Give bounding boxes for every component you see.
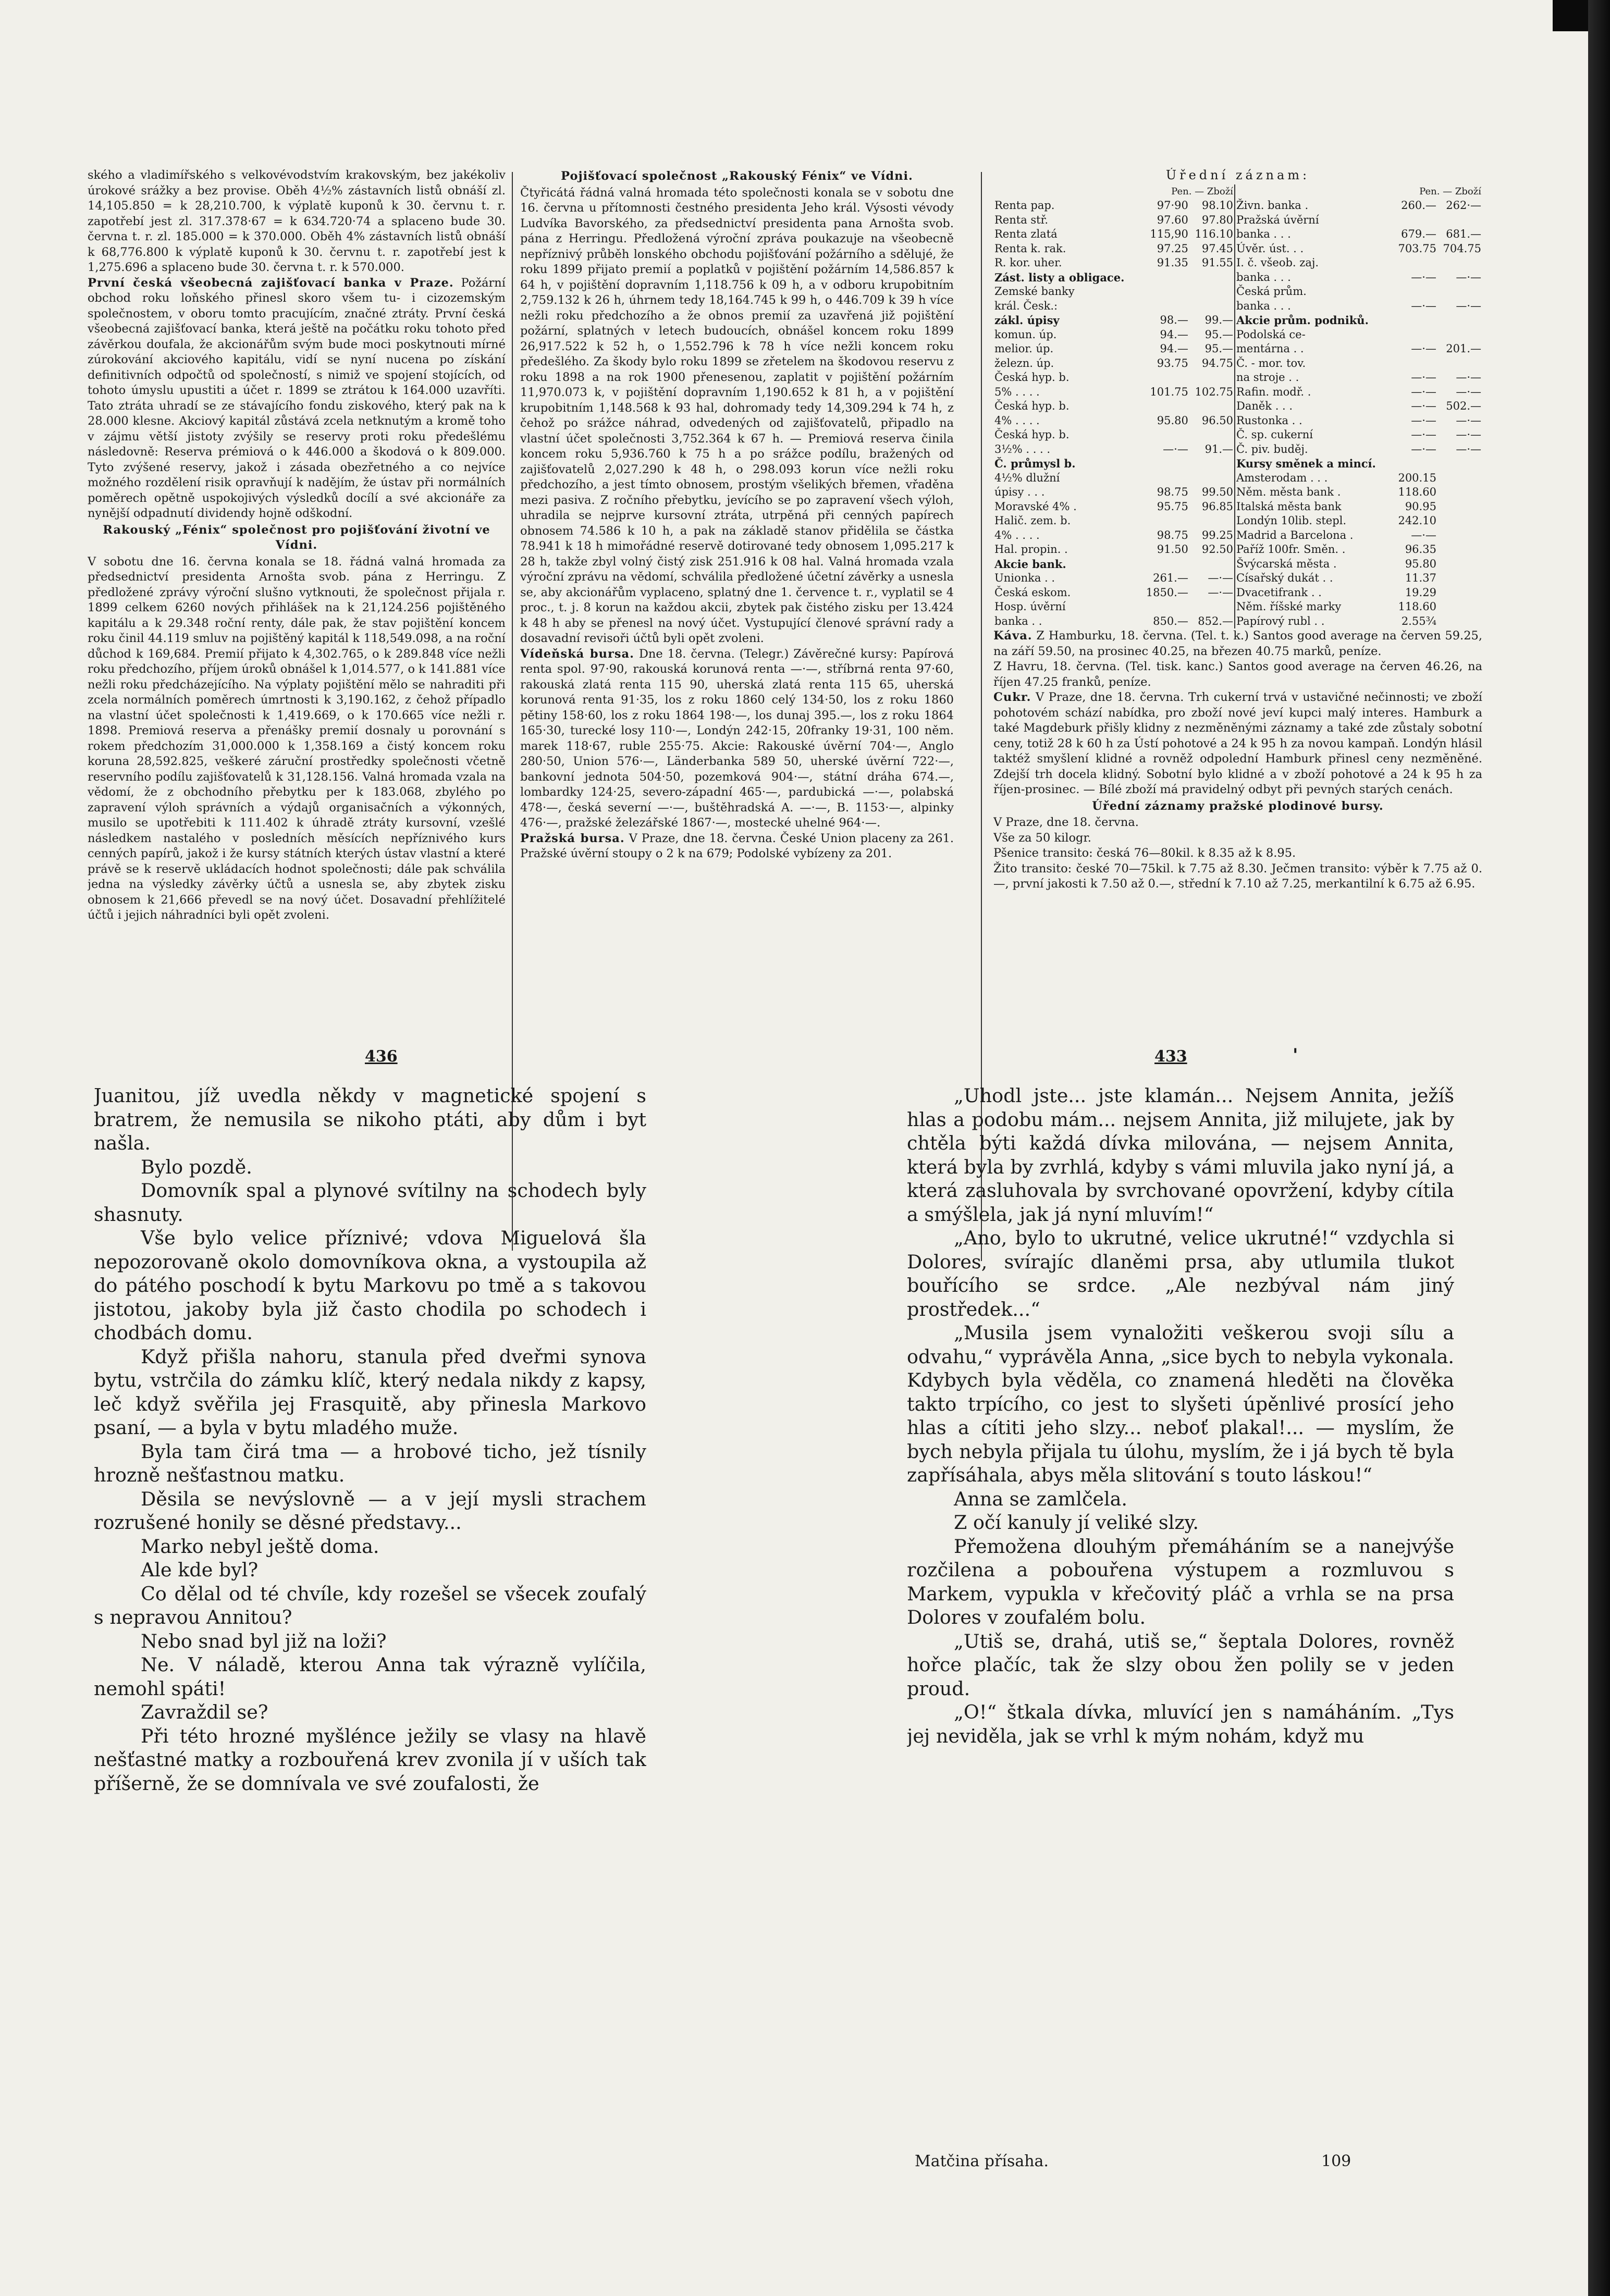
table-cell: 95.75 [1157,500,1188,513]
table-cell: —·— [1411,270,1436,283]
table-cell: melior. úp. [994,342,1054,355]
table-cell: úpisy . . . [994,486,1045,498]
book-paragraph: Zavraždil se? [141,1701,268,1723]
table-cell [1140,600,1189,614]
table-cell: Halič. zem. b. [994,514,1071,527]
table-cell: Renta k. rak. [994,242,1066,255]
article-inline-heading: První česká všeobecná zajišťovací banka v Praze. [88,276,454,290]
table-cell: banka . . . [1236,270,1291,283]
table-cell: 102.75 [1189,385,1235,400]
table-cell: —·— [1456,270,1481,283]
table-cell: Č. průmysl b. [994,457,1076,470]
article-text: V Praze, dne 18. června. [993,816,1139,829]
table-cell: 502.— [1446,400,1481,412]
table-cell: —·— [1189,571,1235,586]
table-cell: Londýn 10lib. stерl. [1236,514,1347,527]
table-cell [1393,456,1437,471]
table-cell: 3½% . . . . [994,442,1051,455]
article-text: Požární obchod roku loňského přinesl skoro všem tu- i cizozemským společnostem, v oboru tomto pracujícím, značné ztráty. První česká všeobecná zajišťovací banka, která ještě na počátku roku tohoto před závěrkou doufala, že akcionářům svým bude moci poskytnouti mírné zúrokování akciového kapitálu, vidí se nyní nucena po získání definitivních odpočtů od společností, s nimiž ve spojení stojících, od tohoto úmyslu upustiti a účet r. 1899 se ztrátou k 164.000 uzavříti. Tato ztráta uhradí se ze stávajícího fondu ziskového, který pak na k 28.000 klesne. Akciový kapitál zůstává zcela netknutým a kromě toho v zájmu větší jistoty zvýšily se reservy proti roku předešlému následovně: Reserva prémiová o k 446.000 a škodová o k 809.000. Tyto zvýšené reservy, jakož i zásada obezřetného a co nejvíce možného rozdělení risik opravňují k nadějím, že ústav při normálních poměrech opětně uspokojivých výsledků docílí a své akcionáře za nynější odpadnutí dividendy hojně odškodní. [88,276,506,520]
table-cell: 99.— [1189,313,1235,328]
book-paragraph: Anna se zamlčela. [954,1487,1128,1510]
table-cell [1189,600,1235,614]
table-cell: 19.29 [1405,586,1436,599]
table-row [993,213,1482,228]
article-paragraph [88,554,506,923]
table-cell: 118.60 [1398,600,1436,613]
table-cell: Švýcarská města . [1236,557,1337,570]
article-heading: Úřední záznamy pražské plodinové bursy. [1092,799,1384,813]
table-cell: 101.75 [1150,385,1188,398]
table-cell: Č. - mor. tov. [1236,356,1306,369]
table-row [993,285,1482,299]
table-cell: 92.50 [1189,542,1235,557]
footer-page-number: 109 [1321,2152,1351,2170]
table-cell: 99.25 [1189,528,1235,543]
table-row [993,471,1482,486]
table-cell: 98.10 [1189,199,1235,213]
table-cell: 262·— [1446,199,1481,212]
book-paragraph: „Utiš se, drahá, utiš se,“ šeptala Dolores, rovněž hořce plačíc, tak že slzy obou žen polily se v jeden proud. [907,1630,1454,1700]
table-cell: Akcie bank. [994,557,1066,571]
table-cell: —·— [1456,299,1481,312]
article-paragraph [993,861,1482,892]
table-cell: Amsterodam . . . [1236,471,1328,484]
table-cell: Česká hyp. b. [994,400,1070,412]
book-paragraph: Nebo snad byl již na loži? [141,1630,387,1652]
table-cell [1393,213,1437,228]
table-cell [1393,285,1437,299]
table-cell [1437,456,1482,471]
table-cell: 850.— [1153,614,1188,627]
table-cell [1140,428,1189,442]
table-cell: Zemské banky [994,285,1075,298]
table-cell: 94.75 [1189,356,1235,371]
table-cell [1437,571,1482,586]
table-cell [1437,542,1482,557]
table-cell: 703.75 [1398,242,1436,255]
article-heading: Rakouský „Fénix“ společnost pro pojišťování životní ve Vídni. [103,523,490,552]
table-cell: 97.80 [1189,213,1235,228]
book-paragraph: Když přišla nahoru, stanula před dveřmi synova bytu, vstrčila do zámku klíč, který nedala nikdy z kapsy, leč když svěřila jej Frasquitě, aby přinesla Markovo psaní, — a byla v bytu mladého muže. [94,1345,646,1439]
table-cell: —·— [1411,371,1436,384]
table-cell: —·— [1411,342,1436,355]
table-cell: Kursy směnek a mincí. [1236,457,1376,470]
table-row [993,371,1482,385]
table-cell: Renta pap. [994,199,1055,212]
book-paragraph: Byla tam čirá tma — a hrobové ticho, jež tísnily hrozně nešťastnou matku. [94,1440,646,1486]
table-cell: —·— [1411,428,1436,441]
table-cell [1140,399,1189,414]
table-cell: železn. úp. [994,356,1054,369]
article-text: V Praze, dne 18. června. Trh cukerní trvá v ustavičné nečinnosti; ve zboží pohotovém schází nabídka, pro zboží nové jeví kupci malý interes. Hamburk a také Magdeburk přišly klidny z nezměněnými záznamy a také zde zůstaly sobotní ceny, totiž 28 k 60 h za Ústí pohotové a 24 k 95 h za novou kampaň. Londýn hlásil taktéž smyšlení klidné a rovněž odpolední Hamburk přinesl ceny nezměněné. Zdejší trh docela klidný. Sobotní bylo klidné a v zboží pohotové a 24 k 95 h za říjen-prosinec. — Bílé zboží má pravidelný odbyt při pevných starých cenách. [993,690,1482,796]
table-cell: Hal. propin. . [994,543,1068,556]
table-cell [1189,456,1235,471]
article-paragraph [993,846,1482,861]
article-paragraph [520,831,954,862]
article-paragraph [88,276,506,522]
table-cell: Česká prům. [1236,285,1307,298]
table-cell: 201.— [1446,342,1481,355]
table-cell: 95.80 [1405,557,1436,570]
table-cell [1437,328,1482,342]
table-cell: 96.35 [1405,543,1436,556]
table-cell [1189,514,1235,528]
table-cell: Podolská ce- [1236,328,1306,341]
table-row [993,542,1482,557]
table-row [993,385,1482,400]
table-cell: Česká hyp. b. [994,371,1070,384]
table-cell [1437,485,1482,500]
page-number-left: 436 [365,1047,398,1066]
book-paragraph: Bylo pozdě. [141,1155,252,1178]
table-cell: 97.25 [1157,242,1188,255]
table-cell: 98.75 [1157,486,1188,498]
book-paragraph: Domovník spal a plynové svítilny na schodech byly shasnuty. [94,1179,646,1226]
book-paragraph: „Ano, bylo to ukrutné, velice ukrutné!“ vzdychla si Dolores, svírajíc dlaněmi prsa, aby utlumila tlukot bouřícího se srdce. „Ale nezbýval nám jiný prostředek...“ [907,1227,1454,1320]
table-cell: 4% . . . . [994,414,1040,427]
table-cell: —·— [1411,299,1436,312]
table-row [993,557,1482,572]
table-cell [1437,586,1482,600]
table-row [993,528,1482,543]
table-cell [1437,500,1482,514]
table-cell: —·— [1411,414,1436,427]
book-paragraph: Z očí kanuly jí veliké slzy. [954,1511,1199,1534]
table-row [993,414,1482,428]
article-text: ského a vladimířského s velkovévodstvím krakovským, bez jakékoliv úrokové srážky a bez provise. Oběh 4½% zástavních listů obnáší zl. 14,105.850 = k 28,210.700, k výplatě kuponů k 30. červnu t. r. zapotřebí jest zl. 317.378·67 = k 634.720·74 a splaceno bude 30. června t. r. zl. 185.000 = k 370.000. Oběh 4% zástavních listů obnáší k 68,776.800 k výplatě kuponů k 30. červnu t. r. zapotřebí jest k 1,275.696 a splaceno bude 30. června t. r. k 570.000. [88,168,506,274]
table-cell: 1850.— [1146,586,1188,599]
table-cell: 95.— [1189,342,1235,356]
article-paragraph [993,690,1482,798]
official-list-title: Úřední záznam: [1165,168,1310,182]
table-cell [1189,399,1235,414]
table-cell [1189,270,1235,285]
table-cell: 91.55 [1189,256,1235,270]
article-text: Z Havru, 18. června. (Tel. tisk. kanc.) Santos good average na červen 46.26, na říjen 47.25 franků, peníze. [993,660,1482,689]
table-cell: Č. piv. buděj. [1236,442,1308,455]
article-text: Pšenice transito: česká 76—80kil. k 8.35 až k 8.95. [993,846,1296,860]
table-cell: 96.85 [1189,500,1235,514]
table-cell: —·— [1411,400,1436,412]
table-row [993,600,1482,614]
table-row [993,227,1482,242]
table-cell [1140,514,1189,528]
table-cell: Císařský dukát . . [1236,572,1333,584]
table-cell [1140,456,1189,471]
table-cell: banka . . . [1236,299,1291,312]
table-row [993,328,1482,342]
table-cell: 242.10 [1398,514,1436,527]
table-cell: Č. sp. cukerní [1236,428,1313,441]
scan-edge [1588,0,1610,2296]
article-text: V Praze, dne 18. června. České Union placeny za 261. Pražské úvěrní stoupy o 2 k na 679; Podolské vybízeny za 201. [520,831,954,860]
table-cell: Zást. listy a obligace. [994,270,1125,284]
table-cell: 93.75 [1157,356,1188,369]
table-row [993,485,1482,500]
table-cell: 200.15 [1398,471,1436,484]
table-row [993,270,1482,285]
table-row [993,256,1482,270]
table-cell: 94.— [1160,342,1188,355]
table-cell [1437,313,1482,328]
table-cell: 98.75 [1157,528,1188,541]
table-cell: Renta zlatá [994,228,1058,240]
table-cell: 11.37 [1405,572,1436,584]
table-cell: —·— [1411,528,1436,541]
table-row [993,342,1482,356]
table-cell: 91.— [1189,442,1235,457]
table-row [993,242,1482,256]
table-cell: —·— [1163,442,1188,455]
book-paragraph: „Uhodl jste... jste klamán... Nejsem Annita, ježíš hlas a podobu mám... nejsem Annita, již milujete, jak by chtěla býti každá dívka milována, — nejsem Annita, která byla by zvrhlá, kdyby s vámi mluvila jako nyní já, a která zasluhovala by svrchované opovržení, kdyby cítila a smýšlela, jak já nyní mluvím!“ [907,1084,1454,1226]
book-paragraph: Při této hrozné myšlénce ježily se vlasy na hlavě nešťastné matky a rozbouřená krev zvonila jí v uších tak příšerně, že se domnívala ve své zoufalosti, že [94,1724,646,1795]
article-text: Dne 18. června. (Telegr.) Závěrečné kursy: Papírová renta spol. 97·90, rakouská korunová renta —·—, stříbrná renta 97·60, rakouská zlatá renta 115 90, uherská zlatá renta 115 65, uherská korunová renta 91·35, los z roku 1860 celý 134·50, los z roku 1860 pětiny 158·60, los z roku 1864 198·—, los dunaj 395.—, los z roku 1864 165·30, turecké losy 110·—, Londýn 242·15, 20franky 19·31, 100 něm. marek 118·67, ruble 255·75. Akcie: Rakouské úvěrní 704·—, Anglo 280·50, Union 576·—, Länderbanka 589 50, uherské úvěrní 722·—, bankovní jednota 504·50, pozemková 904·—, státní dráha 674.—, lombardky 124·25, severo-západní 465·—, pardubická —·—, polabská 478·—, česká severní —·—, buštěhradská A. —·—, B. 1153·—, alpinky 476·—, pražské železářské 1867·—, mostecké uhelné 964·—. [520,647,954,830]
table-cell: Dvacetifrank . . [1236,586,1322,599]
table-cell: 679.— [1401,228,1436,240]
table-cell: mentárna . . [1236,342,1304,355]
table-cell: 91.50 [1157,543,1188,556]
table-cell [1437,213,1482,228]
article-text: Z Hamburku, 18. června. (Tel. t. k.) Santos good average na červen 59.25, na září 59.50, na prosinec 40.25, na březen 40.75 marků, peníze. [993,629,1482,658]
table-cell: 90.95 [1405,500,1436,513]
article-heading: Pojišťovací společnost „Rakouský Fénix“ ve Vídni. [561,169,913,183]
table-cell: 852.— [1189,614,1235,629]
table-cell [1140,471,1189,486]
table-cell: Něm. říšské marky [1236,600,1342,613]
table-cell: 99.50 [1189,485,1235,500]
table-cell: 98.— [1160,314,1188,326]
table-cell: Akcie prům. podniků. [1236,314,1369,327]
table-row [993,514,1482,528]
book-paragraph: Děsila se nevýslovně — a v její mysli strachem rozrušené honily se děsné představy... [94,1487,646,1534]
table-cell: Živn. banka . [1236,199,1309,212]
table-row [993,399,1482,414]
table-cell: 260.— [1401,199,1436,212]
article-paragraph [993,815,1482,831]
article-text: Čtyřicátá řádná valná hromada této společnosti konala se v sobotu dne 16. června u přítomnosti čestného presidenta Jeho král. Výsosti vévody Ludvíka Bavorského, za předsednictví presidenta pana Arnošta svob. pána z Herringu. Předložená výroční zpráva poukazuje na všeobecně nepříznivý průběh lonského obchodu pojišťování požárního a sdělujé, že roku 1899 přijato premií a poplatků v pojištění požárním 14,586.857 k 64 h, v pojištění dopravním 1,118.756 k 09 h, a v odboru krupobitním 2,759.132 k 26 h, úhrnem tedy 18,164.745 k 99 h, o 446.709 k 39 h více nežli roku předchozího a že obnos premií za uzavřená již pojištění požární, splatných v letech budoucích, obnášel koncem roku 1899 26,917.522 k 52 h, o 1,552.796 k 78 h více nežli koncem roku předešlého. Za škody bylo roku 1899 se zřetelem na škodovou reservu z roku 1898 a na rok 1900 přenesenou, zaplatit v pojištění požárním 11,970.073 k, v pojištění dopravním 1,190.652 k 81 h, a v pojištění krupobitním 1,148.568 k 93 hal, dohromady tedy 14,309.294 k 74 h, z čehož po srážce náhrad, odvedených od zajišťovatelů, připadlo na vlastní účet společnosti 3,752.364 k 67 h. — Premiová reserva činila koncem roku 5,936.760 k 75 h a po srážce podílu, bražených od zajišťovatelů 2,027.290 k 48 h, o 298.093 korun více nežli roku předchozího, a jest tímto obnosem, prostým všelikých břemen, vřaděna mezi pasiva. Z ročního přebytku, jevícího se po zapravení všech výloh, uhradila se nejprve kursovní ztráta, utrpěná při cenných papírech obnosem 74.586 k 10 h, a pak na základě stanov přidělila se částka 78.941 k 18 h mimořádné reservě dotirované tedy obnosem 1,095.217 k 28 h, takže zbyl volný čistý zisk 251.916 k 08 hal. Valná hromada vzala výroční zprávu na vědomí, schválila předložené účetní závěrky a usnesla se, aby akcionářům vyplaceno, splatný dne 1. července t. r., vyplatil se 4 proc., t. j. 8 korun na každou akcii, zbytek pak čistého zisku per 13.424 k 48 h aby se přenesl na nový účet. Vystupující členové správní rady a dosavadní revisoři účtů byli opět zvoleni. [520,186,954,645]
table-cell [1437,285,1482,299]
table-cell [1189,371,1235,385]
table-cell [1189,428,1235,442]
table-header: Pen. — Zboží [1419,186,1481,197]
table-row [993,442,1482,457]
footer-title: Matčina přísaha. [915,2152,1049,2170]
table-cell [1437,256,1482,270]
table-cell: 681.— [1446,228,1481,240]
article-paragraph [993,831,1482,846]
table-header: Pen. — Zboží [1140,184,1235,199]
table-row [993,313,1482,328]
article-inline-heading: Cukr. [993,690,1031,704]
table-row [993,299,1482,314]
table-cell [1189,471,1235,486]
book-paragraph: Marko nebyl ještě doma. [141,1535,379,1558]
table-cell: 97·90 [1157,199,1188,212]
table-cell: Unionka . . [994,572,1055,584]
book-paragraph: Přemožena dlouhým přemáháním se a nanejvýše rozčilena a pobouřena výstupem a rozmluvou s Markem, vypukla v křečovitý pláč a vrhla se na prsa Dolores v zoufalém bolu. [907,1535,1454,1628]
table-cell: Úvěr. úst. . . [1236,242,1304,255]
table-cell [1189,557,1235,572]
table-cell: —·— [1456,385,1481,398]
table-cell [1140,371,1189,385]
table-cell [1393,356,1437,371]
book-paragraph: „Musila jsem vynaložiti veškerou svoji sílu a odvahu,“ vyprávěla Anna, „sice bych to nebyla vykonala. Kdybych byla věděla, co znamená hleděti na člověka takto trpícího, co jest to slyšeti úpěnlivé prosící jeho hlas a cítiti jeho slzy... neboť plakal!... — myslím, že bych nebyla přijala tu úlohu, myslím, že i já bych tě byla zapřísáhala, abys měla slitování s touto láskou!“ [907,1322,1454,1486]
market-reports [993,628,1482,892]
table-cell: Něm. města bank . [1236,486,1341,498]
table-cell [1437,614,1482,629]
table-cell: Pražská úvěrní [1236,213,1319,226]
table-cell: 94.— [1160,328,1188,341]
table-cell: Česká eskom. [994,586,1071,599]
table-row [993,356,1482,371]
article-paragraph [993,628,1482,659]
table-cell [1437,557,1482,572]
article-paragraph [88,168,506,276]
scan-mark: ' [1293,1045,1298,1066]
table-cell: komun. úp. [994,328,1057,341]
table-row [993,571,1482,586]
table-cell: 2.55¾ [1401,614,1436,627]
table-cell: Daněk . . . [1236,400,1293,412]
table-cell: Moravské 4% . [994,500,1077,513]
table-cell: Madrid a Barcelona . [1236,528,1354,541]
table-cell: banka . . [994,614,1042,627]
table-cell: Renta stř. [994,213,1049,226]
table-cell [1437,356,1482,371]
table-cell: 96.50 [1189,414,1235,428]
book-paragraph: Ne. V náladě, kterou Anna tak výrazně vylíčila, nemohl spáti! [94,1653,646,1700]
table-cell: 95.80 [1157,414,1188,427]
newspaper-column-1 [88,168,506,1241]
article-text: Žito transito: české 70—75kil. k 7.75 až 8.30. Ječmen transito: výběr k 7.75 až 0.—, první jakosti k 7.50 až 0.—, střední k 7.10 až 7.25, merkantilní k 6.75 až 6.95. [993,861,1482,891]
article-inline-heading: Káva. [993,629,1033,643]
table-cell [1437,471,1482,486]
table-cell [1437,514,1482,528]
table-row [993,586,1482,600]
table-cell [1140,270,1189,285]
table-cell [1437,528,1482,543]
article-paragraph [520,186,954,647]
table-cell: —·— [1456,428,1481,441]
book-paragraph: „O!“ štkala dívka, mluvící jen s namáháním. „Tys jej neviděla, jak se vrhl k mým nohám, když mu [907,1701,1454,1747]
table-cell: 115,90 [1150,228,1188,240]
table-cell: Česká hyp. b. [994,428,1070,441]
table-cell: Rafin. modř. . [1236,385,1311,398]
table-cell [1393,256,1437,270]
table-cell: 97.60 [1157,213,1188,226]
table-cell: —·— [1189,586,1235,600]
article-paragraph [520,647,954,831]
table-cell: 91.35 [1157,256,1188,269]
table-cell: 704.75 [1443,242,1481,255]
table-cell: Hosp. úvěrní [994,600,1066,613]
table-cell: banka . . . [1236,228,1291,240]
table-cell: —·— [1456,371,1481,384]
article-paragraph [993,659,1482,690]
article-inline-heading: Vídeňská bursa. [520,647,634,661]
article-text: Vše za 50 kilogr. [993,831,1091,845]
table-cell: 4½% dlužní [994,471,1060,484]
table-cell: R. kor. uher. [994,256,1062,269]
table-cell: 5% . . . . [994,385,1040,398]
book-paragraph: Juanitou, jíž uvedla někdy v magnetické spojení s bratrem, že nemusila se nikoho ptáti, aby dům i byt našla. [94,1084,646,1154]
table-cell: —·— [1456,442,1481,455]
quotation-table [993,184,1482,629]
book-page-left [94,1084,646,2116]
table-cell: —·— [1411,442,1436,455]
table-cell [1393,313,1437,328]
article-text: V sobotu dne 16. června konala se 18. řádná valná hromada za předsednictví presidenta Arnošta svob. pána z Herringu. Z předložené zprávy výroční slušno vytknouti, že společnost přijala r. 1899 celkem 6260 nových přihlášek na k 21,124.256 pojištěného kapitálu a k 29.348 roční renty, dále pak, že stav pojištění koncem roku činil 44.119 smluv na pojištěný kapitál k 118,549.098, a na roční důchod k 169,684. Premií přijato k 4,302.765, o k 289.848 více nežli roku předchozího, příjem úroků obnášel k 1,014.577, o k 141.881 více nežli roku předcházejícího. Na výplaty pojištění mělo se nahraditi při zcela normálních poměrech úmrtnosti k 3,190.162, z čehož případlo na vlastní účet společnosti k 1,419.669, o k 170.665 více nežli r. 1898. Premiová reserva a přenášky premií dosnaly u porovnání s rokem předchozím 31,000.000 k 1,358.169 a čistý koncem roku koruna 28,592.825, veškeré záruční prostředky společnosti včetně reservního podílu zajišťovatelů k 31,128.156. Valná hromada vzala na vědomí, že z obchodního přebytku per k 183.068, zbylého po zapravení výloh správních a výdajů organisačních a výkonných, musilo se upotřebiti k 111.402 k úhradě ztráty kursovní, vzešlé následkem nastalého v posledních měsících nepříznivého kurs cenných papírů, jakož i že kursy státních kterých ústav vlastní a které právě se k reservě ukládacích hodnot společnosti; dále pak schválila jedna na výsledky závěrky účtů a usnesla se, aby zbytek zisku obnosem k 21,666 převedl se na nový účet. Dosavadní přehlížitelé účtů i jejich náhradníci byli opět zvoleni. [88,554,506,922]
book-paragraph: Co dělal od té chvíle, kdy rozešel se všecek zoufalý s nepravou Annitou? [94,1582,646,1628]
article-inline-heading: Pražská bursa. [520,831,625,845]
table-cell: na stroje . . [1236,371,1299,384]
table-cell: zákl. úpisy [994,314,1060,327]
table-cell: 116.10 [1189,227,1235,242]
table-cell [1393,328,1437,342]
table-cell: —·— [1411,385,1436,398]
table-cell: —·— [1456,414,1481,427]
table-cell: 118.60 [1398,486,1436,498]
table-cell [1140,285,1189,299]
table-cell: Italská města bank [1236,500,1342,513]
table-cell: 95.— [1189,328,1235,342]
table-cell [1140,299,1189,314]
table-row [993,614,1482,629]
table-cell [1189,285,1235,299]
table-cell: 261.— [1153,572,1188,584]
page-number-right: 433 [1154,1047,1187,1066]
table-row [993,199,1482,213]
table-cell: 97.45 [1189,242,1235,256]
table-row [993,456,1482,471]
table-cell: Rustonka . . [1236,414,1302,427]
book-paragraph: Vše bylo velice příznivé; vdova Miguelová šla nepozorovaně okolo domovníkova okna, a vystoupila až do pátého poschodí k bytu Markovu po tmě a s takovou jistotou, jakoby byla již často chodila po schodech i chodbách domu. [94,1227,646,1344]
table-cell: I. č. všeob. zaj. [1236,256,1319,269]
book-paragraph: Ale kde byl? [141,1559,259,1581]
table-cell: 4% . . . . [994,528,1040,541]
table-cell [1140,557,1189,572]
table-row [993,428,1482,442]
table-cell [1189,299,1235,314]
table-row [993,500,1482,514]
table-cell: Papírový rubl . . [1236,614,1325,627]
table-cell [1437,600,1482,614]
table-cell: Paříž 100fr. Směn. . [1236,543,1346,556]
table-cell: král. Česk.: [994,299,1058,312]
book-page-right [907,1084,1454,2152]
